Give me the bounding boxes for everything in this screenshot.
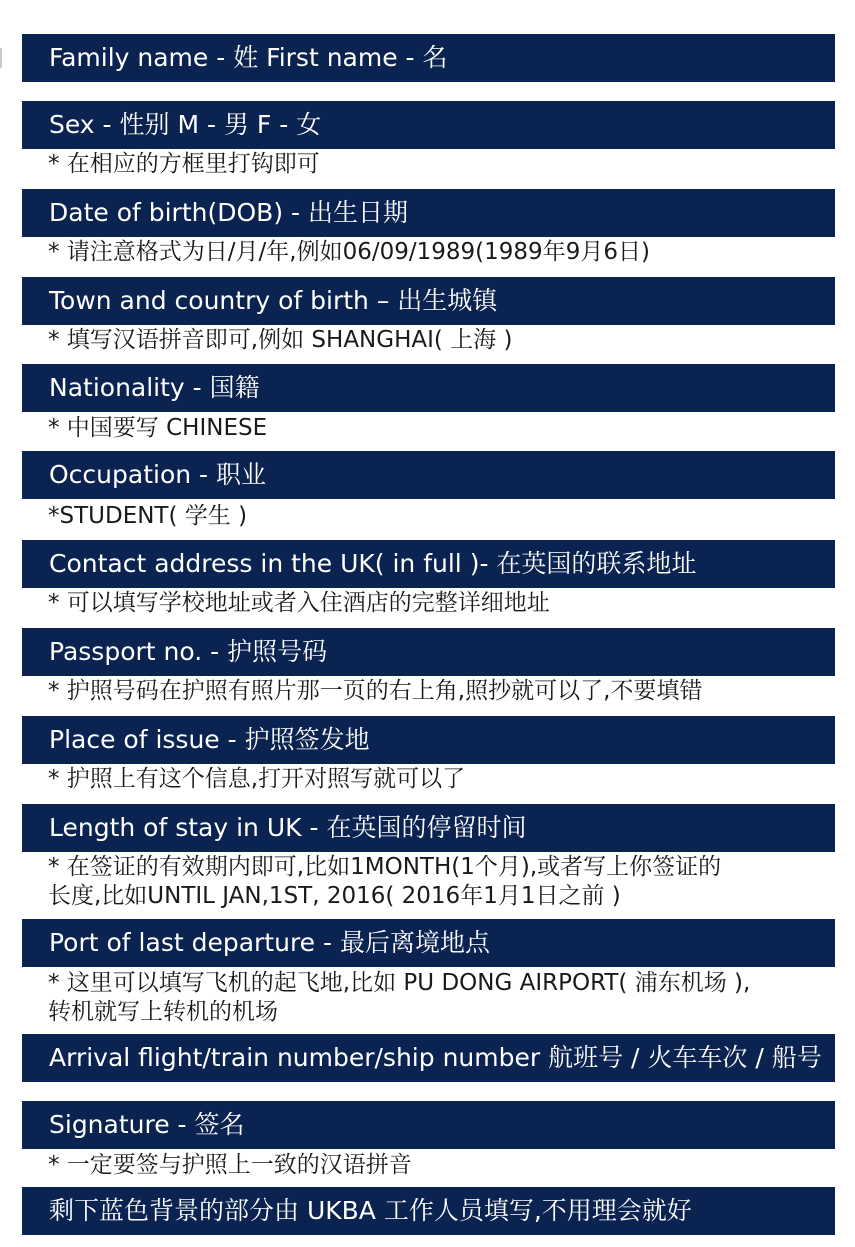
row-dob-header: Date of birth(DOB) - 出生日期 bbox=[22, 189, 835, 237]
row-uk-address-note: * 可以填写学校地址或者入住酒店的完整详细地址 bbox=[48, 590, 550, 616]
row-passport-no-note: * 护照号码在护照有照片那一页的右上角,照抄就可以了,不要填错 bbox=[48, 678, 703, 704]
row-nationality-header: Nationality - 国籍 bbox=[22, 364, 835, 412]
row-signature-header: Signature - 签名 bbox=[22, 1101, 835, 1149]
row-place-of-issue-header: Place of issue - 护照签发地 bbox=[22, 716, 835, 764]
row-occupation-header: Occupation - 职业 bbox=[22, 451, 835, 499]
row-arrival-number-header: Arrival flight/train number/ship number 航班号 / 火车车次 / 船号 bbox=[22, 1034, 835, 1082]
row-dob-note: * 请注意格式为日/月/年,例如06/09/1989(1989年9月6日) bbox=[48, 239, 650, 265]
row-sex-header: Sex - 性别 M - 男 F - 女 bbox=[22, 101, 835, 149]
row-ukba-staff-header: 剩下蓝色背景的部分由 UKBA 工作人员填写,不用理会就好 bbox=[22, 1187, 835, 1235]
row-last-departure-header: Port of last departure - 最后离境地点 bbox=[22, 919, 835, 967]
row-nationality-note: * 中国要写 CHINESE bbox=[48, 415, 268, 441]
row-sex-note: * 在相应的方框里打钩即可 bbox=[48, 151, 320, 177]
row-length-of-stay-note: * 在签证的有效期内即可,比如1MONTH(1个月),或者写上你签证的 长度,比如UNTIL JAN,1ST, 2016( 2016年1月1日之前 ) bbox=[48, 854, 722, 909]
row-uk-address-header: Contact address in the UK( in full )- 在英国的联系地址 bbox=[22, 540, 835, 588]
row-birthplace-header: Town and country of birth – 出生城镇 bbox=[22, 277, 835, 325]
row-length-of-stay-header: Length of stay in UK - 在英国的停留时间 bbox=[22, 804, 835, 852]
row-passport-no-header: Passport no. - 护照号码 bbox=[22, 628, 835, 676]
row-occupation-note: *STUDENT( 学生 ) bbox=[48, 503, 248, 529]
row-family-name-header: Family name - 姓 First name - 名 bbox=[22, 34, 835, 82]
row-birthplace-note: * 填写汉语拼音即可,例如 SHANGHAI( 上海 ) bbox=[48, 327, 513, 353]
row-last-departure-note: * 这里可以填写飞机的起飞地,比如 PU DONG AIRPORT( 浦东机场 ), 转机就写上转机的机场 bbox=[48, 970, 751, 1025]
page-edge-mark bbox=[0, 48, 2, 68]
row-place-of-issue-note: * 护照上有这个信息,打开对照写就可以了 bbox=[48, 766, 466, 792]
row-signature-note: * 一定要签与护照上一致的汉语拼音 bbox=[48, 1152, 412, 1178]
